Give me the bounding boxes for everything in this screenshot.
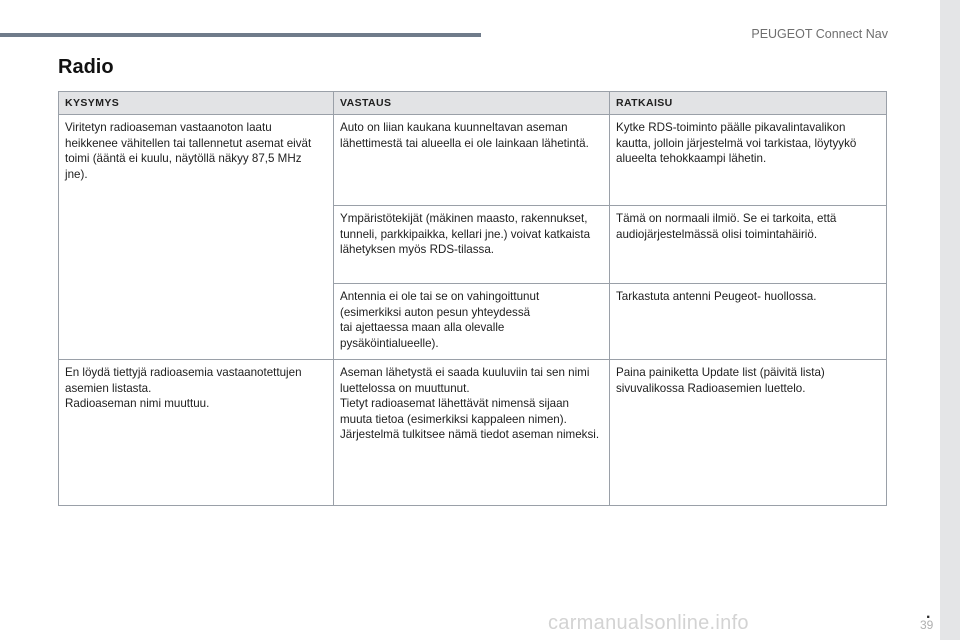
header-answer: VASTAUS — [334, 92, 610, 115]
solution-cell: Kytke RDS-toiminto päälle pikavalintavalikon kautta, jolloin järjestelmä voi tarkistaa, löytyykö alueelta tehokkaampi lähetin. — [610, 115, 887, 206]
brand-header: PEUGEOT Connect Nav — [751, 27, 888, 41]
watermark-text: carmanualsonline.info — [548, 612, 749, 634]
table-row — [59, 115, 887, 206]
answer-cell: Ympäristötekijät (mäkinen maasto, rakennukset, tunneli, parkkipaikka, kellari jne.) voivat katkaista lähetyksen myös RDS-tilassa. — [334, 206, 610, 284]
solution-cell: Paina painiketta Update list (päivitä lista) sivuvalikossa Radioasemien luettelo. — [610, 360, 887, 506]
answer-cell: Auto on liian kaukana kuunneltavan aseman lähettimestä tai alueella ei ole lainkaan lähetintä. — [334, 115, 610, 206]
page-number: 39 — [920, 618, 934, 632]
table-header-row — [59, 92, 887, 115]
header-rule — [0, 33, 481, 37]
side-strip — [940, 0, 960, 640]
table-row — [59, 360, 887, 506]
header-solution: RATKAISU — [610, 92, 887, 115]
answer-cell: Aseman lähetystä ei saada kuuluviin tai sen nimi luettelossa on muuttunut. Tietyt radioasemat lähettävät nimensä sijaan muuta tietoa (esimerkiksi kappaleen nimen). Järjestelmä tulkitsee nämä tiedot aseman nimeksi. — [334, 360, 610, 506]
page-dot: . — [926, 605, 931, 622]
page-title: Radio — [58, 56, 114, 78]
solution-cell: Tämä on normaali ilmiö. Se ei tarkoita, että audiojärjestelmässä olisi toimintahäiriö. — [610, 206, 887, 284]
question-cell: Viritetyn radioaseman vastaanoton laatu heikkenee vähitellen tai tallennetut asemat eivät toimi (ääntä ei kuulu, näytöllä näkyy 87,5 MHz jne). — [59, 115, 334, 360]
solution-cell: Tarkastuta antenni Peugeot- huollossa. — [610, 284, 887, 360]
question-cell: En löydä tiettyjä radioasemia vastaanotettujen asemien listasta. Radioaseman nimi muuttuu. — [59, 360, 334, 506]
troubleshooting-table — [58, 91, 887, 506]
answer-cell: Antennia ei ole tai se on vahingoittunut (esimerkiksi auton pesun yhteydessä tai ajettaessa maan alla olevalle pysäköintialueelle). — [334, 284, 610, 360]
header-question: KYSYMYS — [59, 92, 334, 115]
